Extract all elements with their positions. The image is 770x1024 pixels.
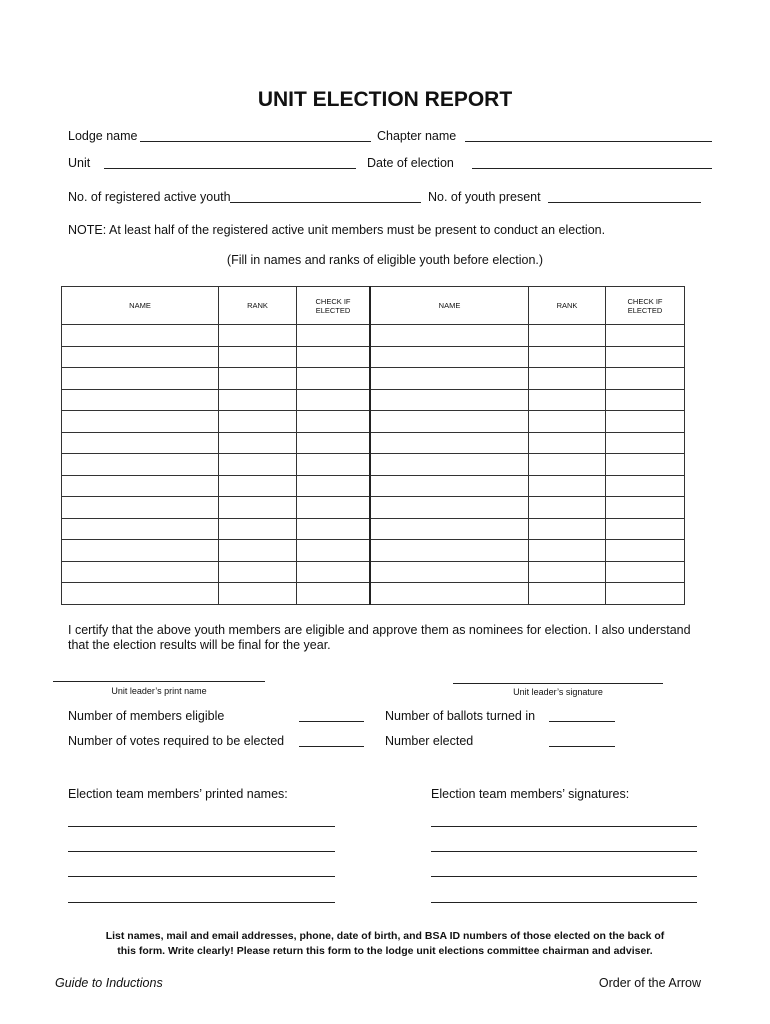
table-row [62, 540, 685, 562]
nominee-name-cell[interactable] [370, 540, 529, 562]
nominee-name-cell[interactable] [62, 475, 219, 497]
nominee-rank-cell[interactable] [219, 389, 297, 411]
number-elected-label: Number elected [385, 734, 474, 748]
return-instructions [0, 929, 770, 959]
unit-leader-signature-label: Unit leader’s signature [513, 687, 603, 697]
nominee-rank-cell[interactable] [219, 432, 297, 454]
nominee-rank-cell[interactable] [219, 518, 297, 540]
nominee-name-cell[interactable] [370, 432, 529, 454]
members-eligible-field[interactable] [299, 721, 364, 722]
nominee-name-cell[interactable] [62, 325, 219, 347]
nominee-elected-cell[interactable] [297, 432, 371, 454]
table-row [62, 389, 685, 411]
table-row [62, 454, 685, 476]
header-name-right: NAME [370, 287, 529, 325]
nominee-name-cell[interactable] [62, 389, 219, 411]
nominee-name-cell[interactable] [370, 561, 529, 583]
nominee-elected-cell[interactable] [606, 411, 685, 433]
team-name-line[interactable] [68, 876, 335, 877]
votes-required-label: Number of votes required to be elected [68, 734, 285, 748]
nominee-name-cell[interactable] [62, 497, 219, 519]
team-signature-line[interactable] [431, 876, 697, 877]
nominee-name-cell[interactable] [62, 518, 219, 540]
header-check-right: CHECK IF ELECTED [606, 287, 685, 325]
footer-left: Guide to Inductions [55, 976, 163, 990]
youth-present-field[interactable] [548, 202, 701, 203]
nominee-elected-cell[interactable] [297, 325, 371, 347]
fill-instructions: (Fill in names and ranks of eligible youth before election.) [226, 253, 544, 267]
nominee-name-cell[interactable] [370, 497, 529, 519]
date-of-election-label: Date of election [367, 156, 454, 170]
nominee-rank-cell[interactable] [529, 475, 606, 497]
certification-line-1: I certify that the above youth members are eligible and approve them as nominees for election. I also understand [68, 623, 691, 637]
team-name-line[interactable] [68, 851, 335, 852]
table-row [62, 497, 685, 519]
footer-right: Order of the Arrow [598, 976, 701, 990]
ballots-turned-in-label: Number of ballots turned in [385, 709, 536, 723]
nominee-elected-cell[interactable] [606, 475, 685, 497]
nominee-name-cell[interactable] [370, 325, 529, 347]
nominee-elected-cell[interactable] [297, 561, 371, 583]
nominee-rank-cell[interactable] [529, 411, 606, 433]
nominee-rank-cell[interactable] [529, 497, 606, 519]
nominee-rank-cell[interactable] [219, 540, 297, 562]
lodge-name-field[interactable] [140, 141, 371, 142]
nominee-elected-cell[interactable] [606, 540, 685, 562]
nominee-elected-cell[interactable] [606, 432, 685, 454]
nominee-rank-cell[interactable] [529, 432, 606, 454]
nominee-rank-cell[interactable] [529, 518, 606, 540]
certification-line-2: that the election results will be final for the year. [68, 638, 331, 652]
nominee-rank-cell[interactable] [219, 561, 297, 583]
members-eligible-label: Number of members eligible [68, 709, 225, 723]
ballots-turned-in-field[interactable] [549, 721, 615, 722]
nominee-name-cell[interactable] [370, 368, 529, 390]
nominee-name-cell[interactable] [370, 475, 529, 497]
attendance-note: NOTE: At least half of the registered active unit members must be present to conduct an election. [68, 223, 606, 237]
nominee-elected-cell[interactable] [297, 475, 371, 497]
team-signature-line[interactable] [431, 902, 697, 903]
youth-present-label: No. of youth present [428, 190, 541, 204]
team-signatures-label: Election team members’ signatures: [431, 787, 630, 801]
votes-required-field[interactable] [299, 746, 364, 747]
team-signature-line[interactable] [431, 851, 697, 852]
date-of-election-field[interactable] [472, 168, 712, 169]
unit-leader-print-name-label: Unit leader’s print name [111, 686, 207, 696]
table-row [62, 346, 685, 368]
header-check-left: CHECK IF ELECTED [297, 287, 371, 325]
table-row [62, 583, 685, 605]
table-row [62, 411, 685, 433]
lodge-name-label: Lodge name [68, 129, 138, 143]
nominee-rank-cell[interactable] [219, 411, 297, 433]
nominee-rank-cell[interactable] [219, 497, 297, 519]
nominee-elected-cell[interactable] [606, 497, 685, 519]
page-title: UNIT ELECTION REPORT [257, 88, 513, 111]
nominee-elected-cell[interactable] [297, 411, 371, 433]
nominee-rank-cell[interactable] [529, 454, 606, 476]
nominee-elected-cell[interactable] [297, 368, 371, 390]
nominee-name-cell[interactable] [62, 411, 219, 433]
table-row [62, 368, 685, 390]
table-row [62, 561, 685, 583]
nominee-rank-cell[interactable] [219, 454, 297, 476]
nominee-elected-cell[interactable] [606, 346, 685, 368]
unit-leader-signature-field[interactable] [453, 683, 663, 684]
nominee-name-cell[interactable] [62, 368, 219, 390]
team-name-line[interactable] [68, 902, 335, 903]
nominee-elected-cell[interactable] [606, 454, 685, 476]
table-row [62, 475, 685, 497]
nominee-name-cell[interactable] [370, 389, 529, 411]
nominee-elected-cell[interactable] [297, 540, 371, 562]
nominee-rank-cell[interactable] [529, 389, 606, 411]
nominee-rank-cell[interactable] [529, 346, 606, 368]
nominee-name-cell[interactable] [62, 346, 219, 368]
unit-label: Unit [68, 156, 91, 170]
nominee-elected-cell[interactable] [297, 518, 371, 540]
nominee-name-cell[interactable] [370, 583, 529, 605]
nominee-elected-cell[interactable] [297, 454, 371, 476]
nominee-rank-cell[interactable] [529, 583, 606, 605]
nominee-elected-cell[interactable] [606, 561, 685, 583]
chapter-name-label: Chapter name [377, 129, 457, 143]
nominee-elected-cell[interactable] [297, 497, 371, 519]
nominee-name-cell[interactable] [62, 540, 219, 562]
nominee-rank-cell[interactable] [219, 346, 297, 368]
nominee-table [61, 286, 685, 605]
nominee-elected-cell[interactable] [297, 346, 371, 368]
nominee-name-cell[interactable] [370, 411, 529, 433]
team-printed-names-label: Election team members’ printed names: [68, 787, 288, 801]
team-signature-line[interactable] [431, 826, 697, 827]
table-row [62, 432, 685, 454]
nominee-rank-cell[interactable] [529, 368, 606, 390]
registered-youth-label: No. of registered active youth [68, 190, 231, 204]
nominee-rank-cell[interactable] [529, 325, 606, 347]
table-row [62, 325, 685, 347]
nominee-name-cell[interactable] [62, 454, 219, 476]
nominee-elected-cell[interactable] [606, 518, 685, 540]
nominee-rank-cell[interactable] [529, 540, 606, 562]
header-name-left: NAME [62, 287, 219, 325]
registered-youth-field[interactable] [230, 202, 421, 203]
nominee-name-cell[interactable] [62, 561, 219, 583]
number-elected-field[interactable] [549, 746, 615, 747]
nominee-elected-cell[interactable] [606, 325, 685, 347]
nominee-elected-cell[interactable] [297, 389, 371, 411]
nominee-rank-cell[interactable] [219, 475, 297, 497]
unit-leader-print-name-field[interactable] [53, 681, 265, 682]
chapter-name-field[interactable] [465, 141, 712, 142]
nominee-elected-cell[interactable] [606, 389, 685, 411]
unit-field[interactable] [104, 168, 356, 169]
nominee-name-cell[interactable] [62, 432, 219, 454]
nominee-name-cell[interactable] [370, 454, 529, 476]
nominee-rank-cell[interactable] [219, 583, 297, 605]
table-row [62, 518, 685, 540]
nominee-elected-cell[interactable] [297, 583, 371, 605]
team-name-line[interactable] [68, 826, 335, 827]
nominee-name-cell[interactable] [370, 518, 529, 540]
return-instructions-line-2: this form. Write clearly! Please return this form to the lodge unit elections committee chairman and adviser. [117, 945, 653, 957]
return-instructions-line-1: List names, mail and email addresses, phone, date of birth, and BSA ID numbers of those elected on the back of [105, 930, 665, 942]
nominee-rank-cell[interactable] [529, 561, 606, 583]
nominee-elected-cell[interactable] [606, 368, 685, 390]
header-rank-left: RANK [219, 287, 297, 325]
nominee-rank-cell[interactable] [219, 325, 297, 347]
header-rank-right: RANK [529, 287, 606, 325]
nominee-name-cell[interactable] [370, 346, 529, 368]
nominee-elected-cell[interactable] [606, 583, 685, 605]
nominee-name-cell[interactable] [62, 583, 219, 605]
certification-text [68, 623, 691, 653]
nominee-rank-cell[interactable] [219, 368, 297, 390]
